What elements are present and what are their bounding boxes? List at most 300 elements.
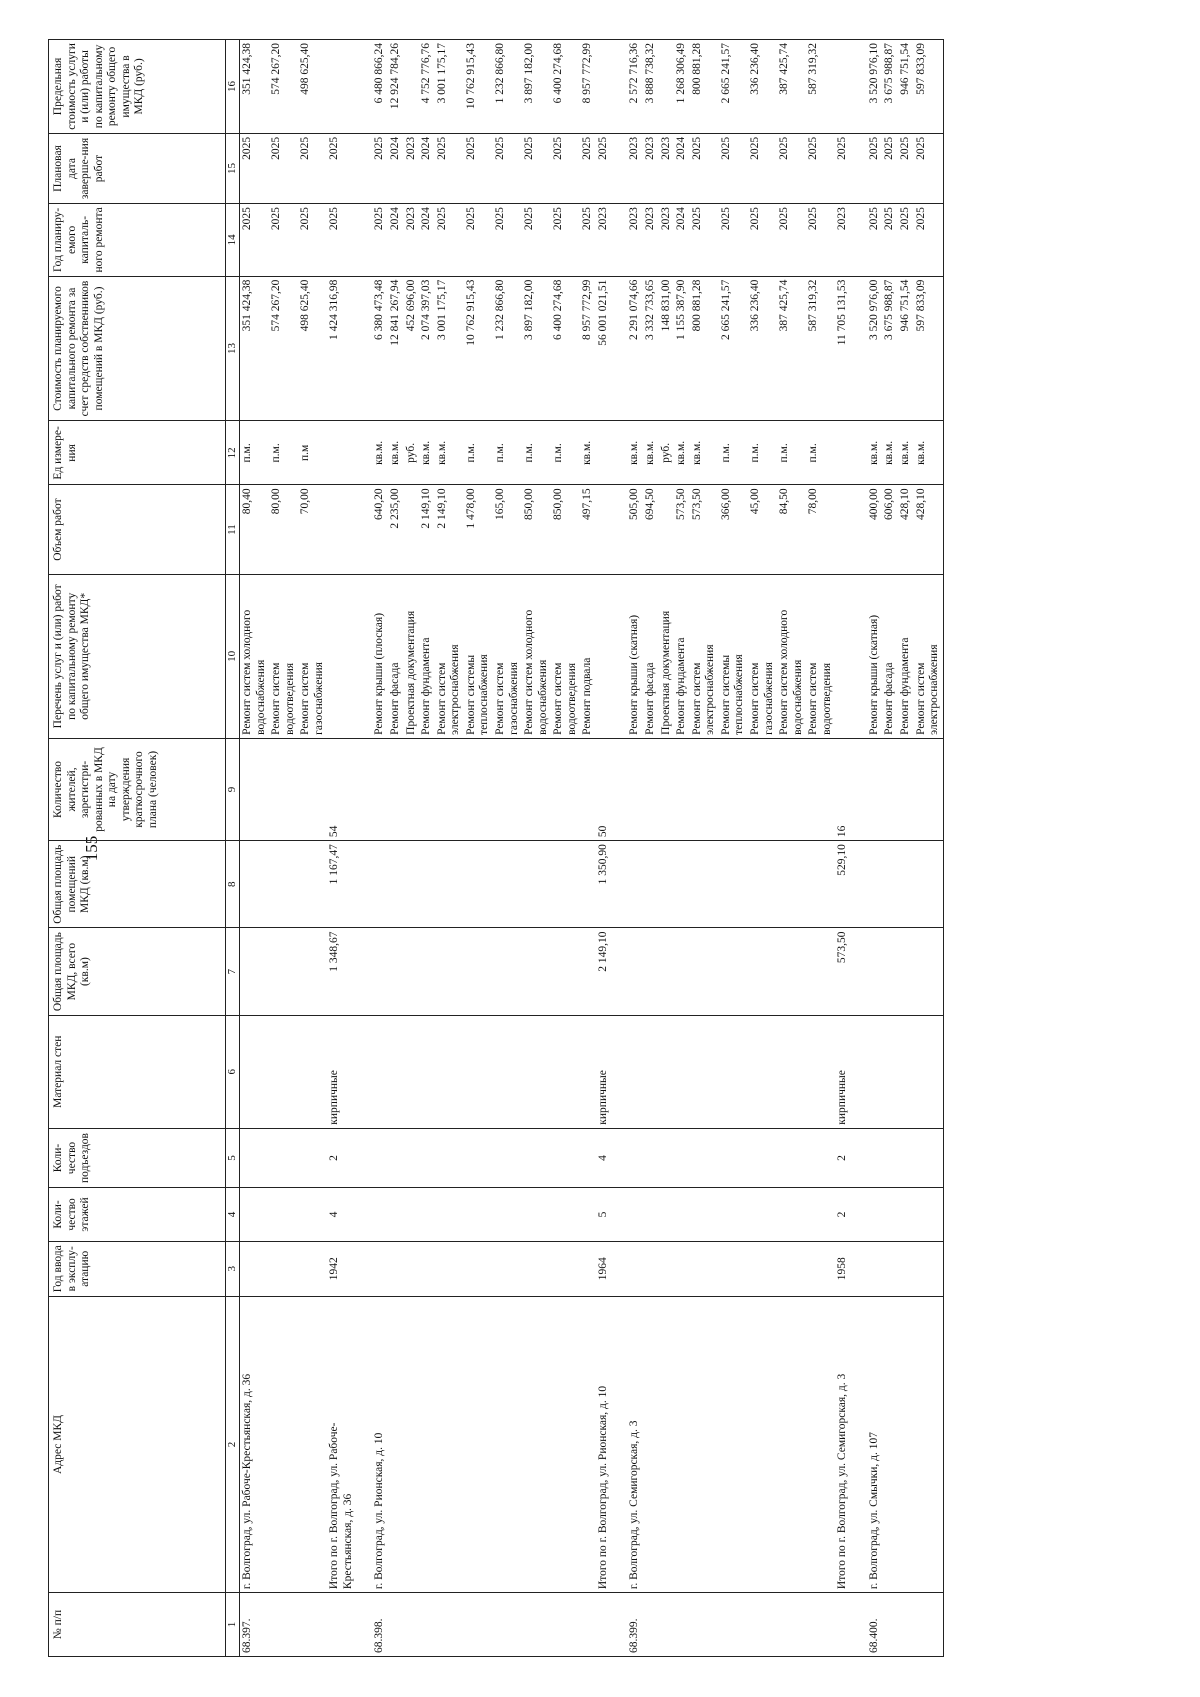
floors-count: 5 xyxy=(596,1188,612,1241)
row-number: 68.399. xyxy=(627,1593,643,1657)
house-attribute-cell xyxy=(269,1015,298,1128)
house-attribute-cell xyxy=(806,1241,835,1296)
work-limit-cost xyxy=(659,40,675,134)
row-number xyxy=(748,1593,777,1657)
work-end-date: 2025 xyxy=(580,133,596,203)
work-limit-cost: 587 319,32 xyxy=(806,40,835,134)
row-number xyxy=(388,1593,404,1657)
work-year: 2023 xyxy=(627,204,643,276)
house-attribute-cell xyxy=(748,841,777,928)
spacer-cell xyxy=(356,1128,372,1188)
work-name-line: газоснабжения xyxy=(507,662,520,735)
work-row xyxy=(580,40,596,1657)
work-volume: 80,40 xyxy=(239,485,269,574)
total-year: 2023 xyxy=(596,204,612,276)
work-year: 2025 xyxy=(239,204,269,276)
work-row xyxy=(806,40,835,1657)
house-attribute-cell xyxy=(239,928,269,1015)
house-address xyxy=(551,1296,580,1592)
work-name-line: Ремонт системы xyxy=(464,654,477,735)
work-unit: кв.м. xyxy=(914,421,944,485)
column-header-13: Стоимость планируемого капитального ремонта за счет средств собственников помещений в МКД (руб.) xyxy=(49,276,226,421)
row-number xyxy=(551,1593,580,1657)
house-attribute-cell xyxy=(659,738,675,840)
work-year: 2025 xyxy=(882,204,898,276)
work-limit-cost: 1 232 866,80 xyxy=(493,40,522,134)
house-attribute-cell xyxy=(719,738,748,840)
work-row xyxy=(239,40,269,1657)
work-limit-cost: 12 924 784,26 xyxy=(388,40,404,134)
house-attribute-cell xyxy=(388,1188,404,1241)
house-attribute-cell xyxy=(298,928,327,1015)
house-attribute-cell xyxy=(882,841,898,928)
area-premises: 529,10 xyxy=(835,841,851,928)
work-name-line: Ремонт систем xyxy=(299,662,312,735)
house-attribute-cell xyxy=(372,1241,388,1296)
house-attribute-cell xyxy=(674,1241,690,1296)
house-attribute-cell xyxy=(719,1188,748,1241)
work-volume: 606,00 xyxy=(882,485,898,574)
work-limit-cost: 3 675 988,87 xyxy=(882,40,898,134)
work-limit-cost: 3 520 976,10 xyxy=(867,40,883,134)
house-attribute-cell xyxy=(464,928,493,1015)
column-number-2: 2 xyxy=(226,1296,240,1592)
area-total: 2 149,10 xyxy=(596,928,612,1015)
work-name-line: Ремонт крыши (скатная) xyxy=(867,614,880,735)
house-attribute-cell xyxy=(882,1015,898,1128)
total-row xyxy=(835,40,851,1657)
total-label-line: Итого по г. Волгоград, ул. Рионская, д. 10 xyxy=(596,1385,609,1590)
house-attribute-cell xyxy=(580,1188,596,1241)
work-limit-cost: 498 625,40 xyxy=(298,40,327,134)
column-number-10: 10 xyxy=(226,574,240,738)
work-volume: 400,00 xyxy=(867,485,883,574)
work-name-line: Ремонт крыши (плоская) xyxy=(373,612,386,735)
spacer-cell xyxy=(851,204,867,276)
work-row xyxy=(551,40,580,1657)
column-number-13: 13 xyxy=(226,276,240,421)
work-cost: 6 400 274,68 xyxy=(551,276,580,421)
entrances-count: 4 xyxy=(596,1128,612,1188)
house-attribute-cell xyxy=(674,841,690,928)
house-attribute-cell xyxy=(867,1188,883,1241)
house-address xyxy=(404,1296,420,1592)
work-name xyxy=(551,574,580,738)
total-end-date: 2025 xyxy=(327,133,356,203)
work-volume: 573,50 xyxy=(674,485,690,574)
work-limit-cost: 6 400 274,68 xyxy=(551,40,580,134)
house-attribute-cell xyxy=(627,1128,643,1188)
column-number-3: 3 xyxy=(226,1241,240,1296)
spacer-row xyxy=(356,40,372,1657)
house-address xyxy=(643,1296,659,1592)
spacer-cell xyxy=(851,574,867,738)
house-attribute-cell xyxy=(719,1015,748,1128)
house-address xyxy=(522,1296,551,1592)
work-volume: 505,00 xyxy=(627,485,643,574)
work-year: 2025 xyxy=(690,204,719,276)
work-cost: 1 155 387,90 xyxy=(674,276,690,421)
work-limit-cost: 10 762 915,43 xyxy=(464,40,493,134)
house-address: г. Волгоград, ул. Семигорская, д. 3 xyxy=(627,1296,643,1592)
residents-count: 50 xyxy=(596,738,612,840)
total-label-line: Итого по г. Волгоград, ул. Семигорская, д. 3 xyxy=(836,1373,849,1590)
house-attribute-cell xyxy=(674,928,690,1015)
column-number-6: 6 xyxy=(226,1015,240,1128)
floors-count: 2 xyxy=(835,1188,851,1241)
work-name-line: Ремонт систем xyxy=(552,662,565,735)
spacer-cell xyxy=(356,574,372,738)
work-volume: 2 149,10 xyxy=(419,485,435,574)
house-address xyxy=(269,1296,298,1592)
spacer-cell xyxy=(611,1296,627,1592)
work-limit-cost: 800 881,28 xyxy=(690,40,719,134)
work-unit: п.м. xyxy=(719,421,748,485)
column-header-10: Перечень услуг и (или) работ по капитальному ремонту общего имущества МКД* xyxy=(49,574,226,738)
house-address xyxy=(748,1296,777,1592)
work-volume xyxy=(404,485,420,574)
work-end-date: 2024 xyxy=(388,133,404,203)
house-attribute-cell xyxy=(914,928,944,1015)
house-attribute-cell xyxy=(674,1188,690,1241)
floors-count: 4 xyxy=(327,1188,356,1241)
work-volume: 366,00 xyxy=(719,485,748,574)
house-attribute-cell xyxy=(882,1241,898,1296)
column-number-16: 16 xyxy=(226,40,240,134)
work-end-date: 2025 xyxy=(435,133,464,203)
house-address xyxy=(580,1296,596,1592)
work-end-date: 2023 xyxy=(404,133,420,203)
house-attribute-cell xyxy=(404,841,420,928)
house-attribute-cell xyxy=(298,1188,327,1241)
work-cost: 587 319,32 xyxy=(806,276,835,421)
house-attribute-cell xyxy=(464,1015,493,1128)
work-unit: кв.м. xyxy=(898,421,914,485)
work-end-date: 2023 xyxy=(659,133,675,203)
house-attribute-cell xyxy=(522,928,551,1015)
work-limit-cost: 2 665 241,57 xyxy=(719,40,748,134)
column-number-row xyxy=(226,40,240,1657)
column-header-16: Предельная стоимость услуги и (или) работы по капитальному ремонту общего имущества в МКД (руб.) xyxy=(49,40,226,134)
spacer-cell xyxy=(851,1188,867,1241)
house-attribute-cell xyxy=(580,1128,596,1188)
spacer-cell xyxy=(356,40,372,134)
spacer-cell xyxy=(356,1188,372,1241)
row-number xyxy=(914,1593,944,1657)
row-number: 68.398. xyxy=(372,1593,388,1657)
total-row xyxy=(327,40,356,1657)
row-number xyxy=(777,1593,806,1657)
work-year: 2025 xyxy=(914,204,944,276)
house-attribute-cell xyxy=(298,841,327,928)
work-unit: кв.м. xyxy=(627,421,643,485)
row-number xyxy=(298,1593,327,1657)
spacer-cell xyxy=(851,133,867,203)
spacer-cell xyxy=(611,841,627,928)
work-end-date: 2024 xyxy=(674,133,690,203)
work-row xyxy=(674,40,690,1657)
work-cost: 498 625,40 xyxy=(298,276,327,421)
column-number-8: 8 xyxy=(226,841,240,928)
work-name-line: теплоснабжения xyxy=(733,654,746,735)
spacer-cell xyxy=(851,485,867,574)
house-attribute-cell xyxy=(435,1015,464,1128)
header-row xyxy=(49,40,226,1657)
spacer-cell xyxy=(356,421,372,485)
row-number xyxy=(327,1593,356,1657)
work-end-date: 2025 xyxy=(882,133,898,203)
work-year: 2025 xyxy=(867,204,883,276)
house-attribute-cell xyxy=(627,841,643,928)
house-attribute-cell xyxy=(580,1241,596,1296)
house-attribute-cell xyxy=(867,841,883,928)
house-attribute-cell xyxy=(435,1241,464,1296)
work-unit: кв.м. xyxy=(419,421,435,485)
work-limit-cost xyxy=(327,40,356,134)
work-limit-cost: 574 267,20 xyxy=(269,40,298,134)
house-attribute-cell xyxy=(748,928,777,1015)
spacer-cell xyxy=(851,928,867,1015)
work-name xyxy=(464,574,493,738)
row-number xyxy=(464,1593,493,1657)
work-end-date: 2025 xyxy=(867,133,883,203)
house-attribute-cell xyxy=(388,1015,404,1128)
work-end-date: 2023 xyxy=(643,133,659,203)
work-name-line: Ремонт фасада xyxy=(389,662,402,735)
spacer-cell xyxy=(611,1128,627,1188)
house-attribute-cell xyxy=(898,1128,914,1188)
column-header-5: Коли-чество подъездов xyxy=(49,1128,226,1188)
row-number xyxy=(882,1593,898,1657)
work-limit-cost: 336 236,40 xyxy=(748,40,777,134)
house-attribute-cell xyxy=(239,1015,269,1128)
area-premises: 1 350,90 xyxy=(596,841,612,928)
row-number xyxy=(674,1593,690,1657)
house-attribute-cell xyxy=(690,1188,719,1241)
house-attribute-cell xyxy=(627,928,643,1015)
spacer-cell xyxy=(356,276,372,421)
house-attribute-cell xyxy=(388,841,404,928)
work-name xyxy=(435,574,464,738)
work-name-line: Ремонт фасада xyxy=(644,662,657,735)
spacer-cell xyxy=(851,1241,867,1296)
house-address xyxy=(806,1296,835,1592)
house-address: г. Волгоград, ул. Смычки, д. 107 xyxy=(867,1296,883,1592)
work-volume: 1 478,00 xyxy=(464,485,493,574)
house-attribute-cell xyxy=(806,1128,835,1188)
house-attribute-cell xyxy=(643,1241,659,1296)
row-number xyxy=(659,1593,675,1657)
house-attribute-cell xyxy=(239,1241,269,1296)
row-number xyxy=(493,1593,522,1657)
house-attribute-cell xyxy=(388,928,404,1015)
total-end-date: 2025 xyxy=(835,133,851,203)
work-year: 2025 xyxy=(777,204,806,276)
house-attribute-cell xyxy=(690,1241,719,1296)
house-attribute-cell xyxy=(643,1015,659,1128)
work-year: 2023 xyxy=(404,204,420,276)
house-attribute-cell xyxy=(777,1188,806,1241)
house-address xyxy=(419,1296,435,1592)
house-attribute-cell xyxy=(867,738,883,840)
house-address xyxy=(388,1296,404,1592)
house-attribute-cell xyxy=(914,1188,944,1241)
work-unit xyxy=(327,421,356,485)
house-attribute-cell xyxy=(806,738,835,840)
house-attribute-cell xyxy=(551,1241,580,1296)
work-name-line: теплоснабжения xyxy=(478,654,491,735)
row-number xyxy=(435,1593,464,1657)
house-attribute-cell xyxy=(239,841,269,928)
house-attribute-cell xyxy=(643,1188,659,1241)
house-attribute-cell xyxy=(435,738,464,840)
spacer-cell xyxy=(851,1015,867,1128)
work-end-date: 2025 xyxy=(898,133,914,203)
house-attribute-cell xyxy=(522,841,551,928)
work-year: 2025 xyxy=(269,204,298,276)
work-row xyxy=(627,40,643,1657)
house-attribute-cell xyxy=(674,1128,690,1188)
work-unit: кв.м. xyxy=(388,421,404,485)
work-row xyxy=(464,40,493,1657)
work-unit: кв.м. xyxy=(435,421,464,485)
house-attribute-cell xyxy=(690,1128,719,1188)
house-attribute-cell xyxy=(882,738,898,840)
work-unit: кв.м. xyxy=(690,421,719,485)
house-attribute-cell xyxy=(239,1128,269,1188)
house-attribute-cell xyxy=(674,1015,690,1128)
house-attribute-cell xyxy=(419,738,435,840)
work-name-line: Ремонт систем xyxy=(493,662,506,735)
house-attribute-cell xyxy=(388,1128,404,1188)
column-header-8: Общая площадь помещений МКД (кв.м) xyxy=(49,841,226,928)
house-attribute-cell xyxy=(419,1241,435,1296)
work-row xyxy=(404,40,420,1657)
house-attribute-cell xyxy=(435,1128,464,1188)
work-name xyxy=(522,574,551,738)
house-attribute-cell xyxy=(493,928,522,1015)
house-attribute-cell xyxy=(719,1241,748,1296)
house-attribute-cell xyxy=(551,1188,580,1241)
spacer-cell xyxy=(356,1241,372,1296)
house-attribute-cell xyxy=(493,1128,522,1188)
house-attribute-cell xyxy=(419,1128,435,1188)
house-attribute-cell xyxy=(627,1241,643,1296)
house-attribute-cell xyxy=(914,1128,944,1188)
house-attribute-cell xyxy=(627,738,643,840)
work-unit: п.м. xyxy=(806,421,835,485)
work-volume: 428,10 xyxy=(914,485,944,574)
spacer-cell xyxy=(851,276,867,421)
work-name-line: Ремонт системы xyxy=(719,654,732,735)
house-attribute-cell xyxy=(867,1015,883,1128)
house-attribute-cell xyxy=(493,1015,522,1128)
work-name-line: водоотведения xyxy=(820,662,833,735)
work-row xyxy=(298,40,327,1657)
work-end-date: 2025 xyxy=(690,133,719,203)
work-unit: п.м. xyxy=(464,421,493,485)
total-label-line: Итого по г. Волгоград, ул. Рабоче- xyxy=(328,1422,341,1590)
spacer-cell xyxy=(356,133,372,203)
work-unit: руб. xyxy=(659,421,675,485)
house-attribute-cell xyxy=(372,841,388,928)
house-attribute-cell xyxy=(435,1188,464,1241)
house-attribute-cell xyxy=(748,1015,777,1128)
work-volume: 640,20 xyxy=(372,485,388,574)
work-volume: 850,00 xyxy=(551,485,580,574)
work-cost: 148 831,00 xyxy=(659,276,675,421)
house-attribute-cell xyxy=(867,928,883,1015)
house-attribute-cell xyxy=(748,1128,777,1188)
work-limit-cost: 597 833,09 xyxy=(914,40,944,134)
work-year: 2025 xyxy=(493,204,522,276)
house-attribute-cell xyxy=(464,1188,493,1241)
wall-material: кирпичные xyxy=(596,1015,612,1128)
spacer-row xyxy=(611,40,627,1657)
work-row xyxy=(659,40,675,1657)
work-row xyxy=(882,40,898,1657)
house-attribute-cell xyxy=(388,738,404,840)
house-attribute-cell xyxy=(627,1188,643,1241)
work-year: 2025 xyxy=(719,204,748,276)
work-unit xyxy=(596,421,612,485)
work-name-line: газоснабжения xyxy=(762,662,775,735)
column-number-15: 15 xyxy=(226,133,240,203)
work-unit: п.м. xyxy=(269,421,298,485)
work-name xyxy=(643,574,659,738)
residents-count: 54 xyxy=(327,738,356,840)
work-year: 2025 xyxy=(298,204,327,276)
work-end-date: 2025 xyxy=(239,133,269,203)
work-name xyxy=(674,574,690,738)
house-attribute-cell xyxy=(493,841,522,928)
house-attribute-cell xyxy=(404,928,420,1015)
work-year: 2025 xyxy=(898,204,914,276)
work-end-date: 2025 xyxy=(719,133,748,203)
spacer-cell xyxy=(851,841,867,928)
work-volume: 573,50 xyxy=(690,485,719,574)
work-cost: 387 425,74 xyxy=(777,276,806,421)
house-attribute-cell xyxy=(298,1128,327,1188)
work-unit: кв.м. xyxy=(580,421,596,485)
work-limit-cost: 351 424,38 xyxy=(239,40,269,134)
year-built: 1964 xyxy=(596,1241,612,1296)
work-name-line: газоснабжения xyxy=(312,662,325,735)
house-attribute-cell xyxy=(419,1015,435,1128)
house-attribute-cell xyxy=(551,1128,580,1188)
total-cost: 56 001 021,51 xyxy=(596,276,612,421)
house-attribute-cell xyxy=(659,1015,675,1128)
house-attribute-cell xyxy=(239,1188,269,1241)
column-header-3: Год ввода в эксплу-атацию xyxy=(49,1241,226,1296)
house-attribute-cell xyxy=(404,1128,420,1188)
work-name-line: Ремонт систем xyxy=(435,662,448,735)
work-unit: кв.м. xyxy=(882,421,898,485)
work-name-line: водоснабжения xyxy=(791,659,804,735)
work-name-line: Ремонт подвала xyxy=(581,657,594,735)
work-name xyxy=(898,574,914,738)
spacer-cell xyxy=(611,40,627,134)
house-attribute-cell xyxy=(898,1188,914,1241)
total-year: 2023 xyxy=(835,204,851,276)
row-number xyxy=(806,1593,835,1657)
house-attribute-cell xyxy=(580,1015,596,1128)
capital-repair-table xyxy=(48,39,944,1657)
house-attribute-cell xyxy=(898,1241,914,1296)
column-header-12: Ед измере-ния xyxy=(49,421,226,485)
work-name-line: электроснабжения xyxy=(704,644,717,735)
row-number xyxy=(419,1593,435,1657)
